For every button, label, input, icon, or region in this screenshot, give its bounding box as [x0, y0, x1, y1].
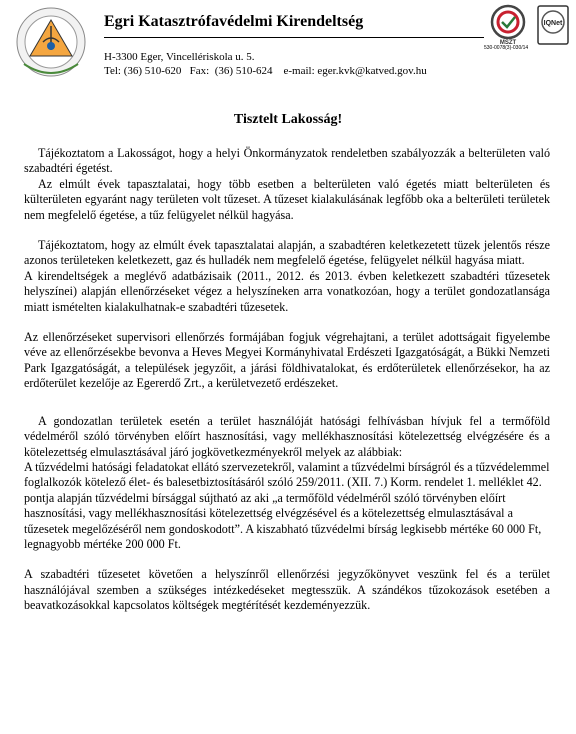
paragraph: Tájékoztatom a Lakosságot, hogy a helyi Önkormányzatok rendeletben szabályozzák a belterületen való szabadtéri égetést.	[24, 146, 550, 176]
letter-body	[24, 146, 550, 614]
address-line: H-3300 Eger, Vincellériskola u. 5.	[104, 51, 255, 63]
contact-line: Tel: (36) 510-620 Fax: (36) 510-624 e-mail: eger.kvk@katved.gov.hu	[104, 65, 427, 77]
paragraph: Az elmúlt évek tapasztalatai, hogy több esetben a belterületen való égetés miatt belterületen és külterületen egyaránt nagy területen volt tűzeset. A tűzeset kialakulásának legfőbb oka a belterületi területek nem megfelelő égetése, a tűz felügyelet nélkül hagyása.	[24, 176, 550, 222]
disaster-management-emblem-icon	[14, 4, 88, 84]
salutation: Tisztelt Lakosság!	[233, 112, 343, 127]
paragraph: Az ellenőrzéseket supervisori ellenőrzés formájában fogjuk végrehajtani, a terület adottságait figyelembe véve az ellenőrzésekbe bevonva a Heves Megyei Kormányhivatal Erdészeti Igazgatóságát, a Bükki Nemzeti Park Igazgatóságát, a települések jegyzőit, a járási földhivatalokat, és erdőterületek ellenőrzésekor, ha az erdőterület kezelője az Egererdő Zrt., a kerületvezető erdészeket.	[24, 330, 550, 391]
letterhead	[0, 0, 576, 90]
logo1-text: MSZT	[499, 40, 517, 46]
logo2-text: IQNet	[543, 20, 563, 27]
address-block	[104, 50, 427, 78]
iqnet-logo-icon	[536, 4, 570, 48]
paragraph: A gondozatlan területek esetén a terület használóját hatósági felhívásban hívjuk fel a termőföld védelméről szóló törvényben előírt hasznosítási, vagy mellékhasznosítási kötelezettség elvégzésére és a kötelezettség elmulasztásával járó jogkövetkezményekről melyek az alábbiak:	[24, 413, 550, 459]
paragraph: A kirendeltségek a meglévő adatbázisaik (2011., 2012. és 2013. évben keletkezett szabadtéri tűzesetek helyszínei) alapján ellenőrzéseket végez a helyszíneken arra vonatkozóan, hogy a terület gondozatlansága miatt ismételten kialakulhatnak-e szabadtéri tűzesetek.	[24, 268, 550, 314]
certificate-number: 530-0078(3)-030/14	[484, 45, 529, 51]
paragraph: A szabadtéri tűzesetet követően a helyszínről ellenőrzési jegyzőkönyvet veszünk fel és a terület használójával szemben a szükséges intézkedéseket megtesszük. A szándékos tűzokozások esetében a beavatkozásokkal kapcsolatos költségek megtérítését kezdeményezzük.	[24, 567, 550, 613]
paragraph: Tájékoztatom, hogy az elmúlt évek tapasztalatai alapján, a szabadtéren keletkezetett tüzek jelentős része azonos területeken keletkezett, gaz és hulladék nem megfelelő égetése, felügyelet nélkül hagyása miatt.	[24, 238, 550, 268]
paragraph: A tűzvédelmi hatósági feladatokat ellátó szervezetekről, valamint a tűzvédelmi bírságról és a tűzvédelemmel foglalkozók kötelező élet- és balesetbiztosításáról szóló 259/2011. (XII. 7.) Korm. rendelet 1. melléklet 42. pontja alapján tűzvédelmi bírsággal sújtható az aki „a termőföld védelméről szóló törvényben előírt hasznosítási, vagy mellékhasznosítási kötelezettség elvégzésével és a kötelezettség elmulasztásával a tűzesetek megelőzéséről nem gondoskodott”. A kiszabható tűzvédelmi bírság legkisebb mértéke 60 000 Ft, legnagyobb mértéke 200 000 Ft.	[24, 459, 550, 551]
header-rule	[104, 37, 484, 38]
organization-name: Egri Katasztrófavédelmi Kirendeltség	[104, 13, 364, 30]
